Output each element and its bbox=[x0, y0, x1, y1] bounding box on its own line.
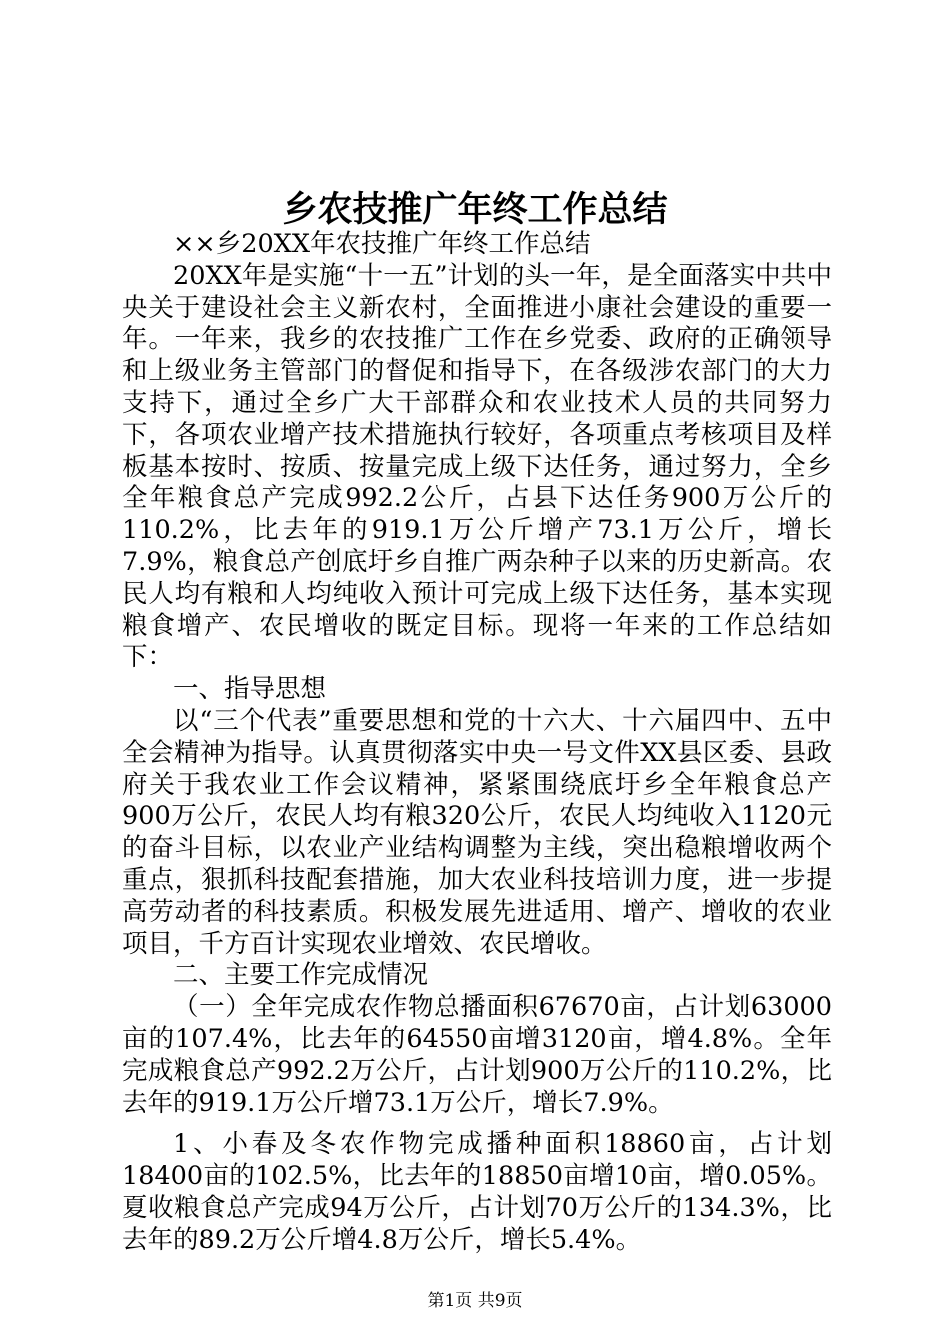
guiding-thought-paragraph: 以“三个代表”重要思想和党的十六大、十六届四中、五中全会精神为指导。认真贯彻落实中央一号文件XX县区委、县政府关于我农业工作会议精神，紧紧围绕底圩乡全年粮食总产900万公斤，农民人均有粮320公斤，农民人均纯收入1120元的奋斗目标，以农业产业结构调整为主线，突出稳粮增收两个重点，狠抓科技配套措施，加大农业科技培训力度，进一步提高劳动者的科技素质。积极发展先进适用、增产、增收的农业项目，千方百计实现农业增效、农民增收。 bbox=[122, 705, 832, 959]
main-work-paragraph-1: （一）全年完成农作物总播面积67670亩，占计划63000亩的107.4%，比去年的64550亩增3120亩，增4.8%。全年完成粮食总产992.2万公斤，占计划900万公斤的110.2%，比去年的919.1万公斤增73.1万公斤，增长7.9%。 bbox=[122, 992, 832, 1118]
intro-paragraph: 20XX年是实施“十一五”计划的头一年，是全面落实中共中央关于建设社会主义新农村，全面推进小康社会建设的重要一年。一年来，我乡的农技推广工作在乡党委、政府的正确领导和上级业务主管部门的督促和指导下，在各级涉农部门的大力支持下，通过全乡广大干部群众和农业技术人员的共同努力下，各项农业增产技术措施执行较好，各项重点考核项目及样板基本按时、按质、按量完成上级下达任务，通过努力，全乡全年粮食总产完成992.2公斤，占县下达任务900万公斤的110.2%，比去年的919.1万公斤增产73.1万公斤，增长7.9%，粮食总产创底圩乡自推广两杂种子以来的历史新高。农民人均有粮和人均纯收入预计可完成上级下达任务，基本实现粮食增产、农民增收的既定目标。现将一年来的工作总结如下： bbox=[122, 260, 832, 673]
section-heading-main-work: 二、主要工作完成情况 bbox=[173, 960, 429, 991]
subtitle-line: ××乡20XX年农技推广年终工作总结 bbox=[173, 229, 591, 259]
page-number-footer: 第1页 共9页 bbox=[427, 1291, 523, 1311]
section-heading-guiding-thought: 一、指导思想 bbox=[173, 674, 327, 705]
main-work-paragraph-2: 1、小春及冬农作物完成播种面积18860亩，占计划18400亩的102.5%，比去年的18850亩增10亩，增0.05%。夏收粮食总产完成94万公斤，占计划70万公斤的134.3%，比去年的89.2万公斤增4.8万公斤，增长5.4%。 bbox=[122, 1129, 832, 1255]
document-body bbox=[122, 229, 832, 1257]
document-title: 乡农技推广年终工作总结 bbox=[282, 190, 668, 230]
